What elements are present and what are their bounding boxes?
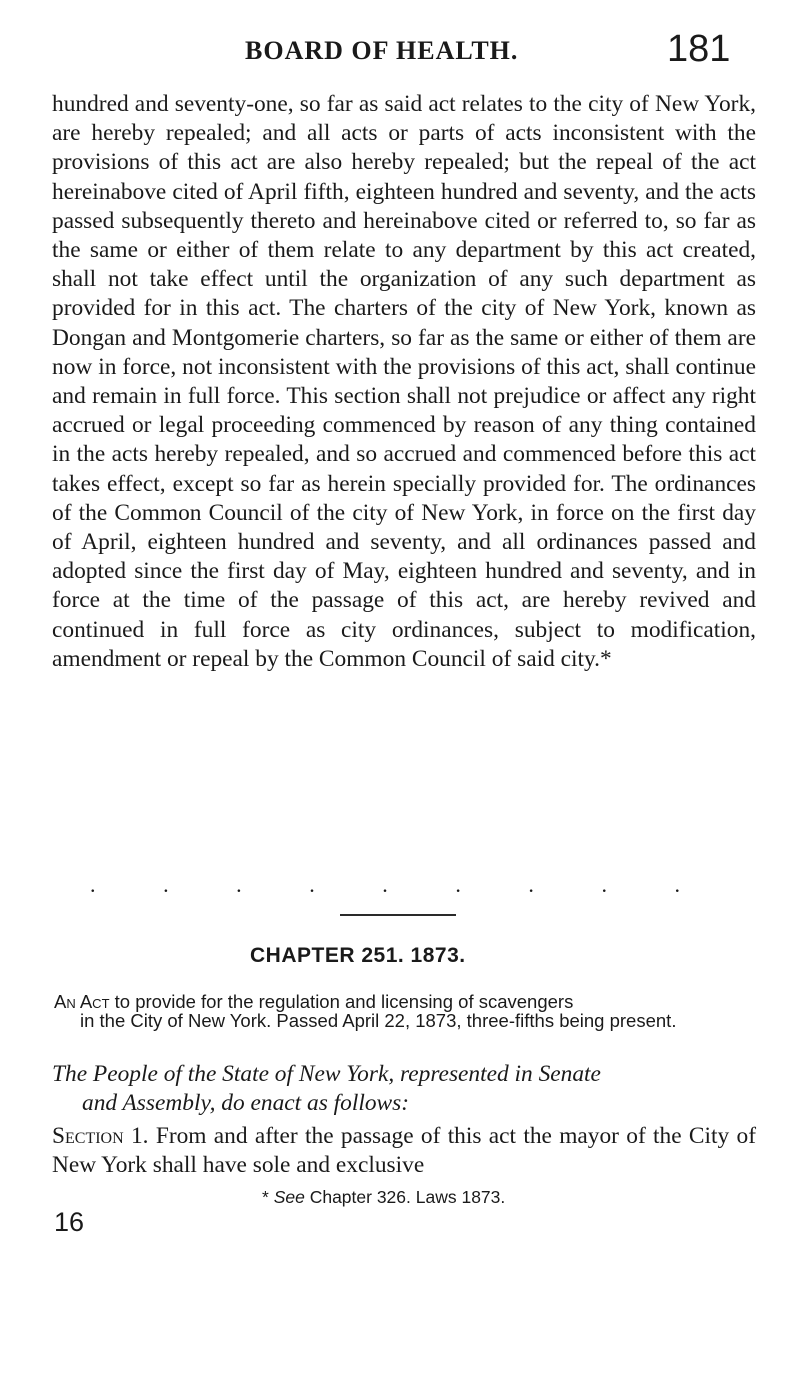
enacting-clause-line-2: and Assembly, do enact as follows: (82, 1090, 410, 1117)
ellipsis-dot: . (382, 872, 388, 897)
ellipsis-dot: . (528, 872, 534, 897)
act-title-lead: An Act (54, 991, 110, 1012)
running-title: BOARD OF HEALTH. (245, 36, 519, 65)
act-title-line-2: in the City of New York. Passed April 22, 1873, three-fifths being present. (80, 1010, 677, 1031)
signature-mark: 16 (54, 1207, 85, 1237)
ellipsis-dot: . (455, 872, 461, 897)
footnote (262, 1187, 505, 1208)
act-title-line-1: to provide for the regulation and licensing of scavengers (114, 991, 574, 1012)
page-number: 181 (667, 28, 731, 70)
ellipsis-dot: . (163, 872, 169, 897)
ellipsis-dot: . (674, 872, 680, 897)
act-title (54, 992, 754, 1030)
body-paragraph: hundred and seventy-one, so far as said act relates to the city of New York, are hereby repealed; and all acts or parts of acts inconsistent with the provisions of this act are also hereby repealed; but the repeal of the act hereinabove cited of April fifth, eighteen hundred and seventy, and the acts passed subsequently thereto and hereinabove cited or referred to, so far as the same or either of them relate to any department by this act created, shall not take effect until the organization of any such department as provided for in this act. The charters of the city of New York, known as Dongan and Montgomerie charters, so far as the same or either of them are now in force, not inconsistent with the provisions of this act, shall continue and remain in full force. This section shall not prejudice or affect any right accrued or legal proceeding commenced by reason of any thing contained in the acts hereby repealed, and so accrued and commenced before this act takes effect, except so far as herein specially provided for. The ordinances of the Common Council of the city of New York, in force on the first day of April, eighteen hundred and seventy, and all ordinances passed and adopted since the first day of May, eighteen hundred and seventy, and in force at the time of the passage of this act, are hereby revived and continued in full force as city ordinances, subject to modification, amendment or repeal by the Common Council of said city.* (52, 91, 756, 672)
ellipsis-row (90, 872, 680, 898)
ellipsis-dot: . (236, 872, 242, 897)
enacting-clause-line-1: The People of the State of New York, represented in Senate (52, 1061, 601, 1087)
section-body: From and after the passage of this act the mayor of the City of New York shall have sole and exclusive (52, 1123, 756, 1179)
ellipsis-dot: . (90, 872, 96, 897)
chapter-heading: CHAPTER 251. 1873. (250, 944, 466, 967)
enacting-clause (52, 1060, 756, 1118)
footnote-marker: * (262, 1187, 269, 1207)
ellipsis-dot: . (601, 872, 607, 897)
section-divider (340, 914, 456, 916)
ellipsis-dot: . (309, 872, 315, 897)
running-header (0, 20, 801, 80)
section-lead: Section 1. (52, 1123, 149, 1149)
footnote-reference: Chapter 326. Laws 1873. (309, 1187, 506, 1207)
section-paragraph (52, 1122, 756, 1180)
footnote-see: See (273, 1187, 305, 1207)
